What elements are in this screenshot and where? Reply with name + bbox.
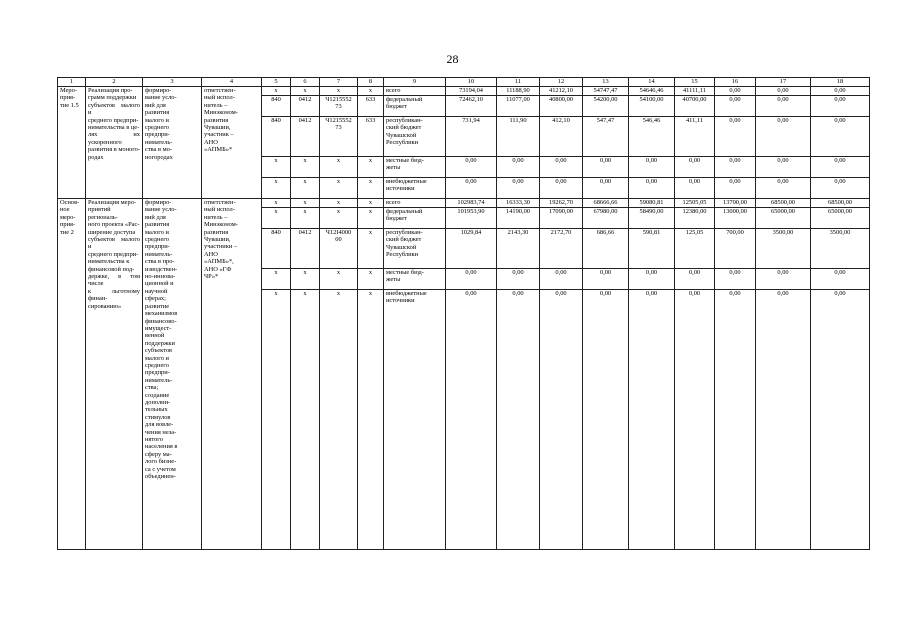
amount-cell: 102983,74: [446, 199, 497, 208]
header-cell: 1: [58, 78, 86, 87]
code-grbs: 840: [262, 96, 291, 117]
header-cell: 8: [358, 78, 384, 87]
amount-cell: 700,00: [715, 229, 756, 269]
code-section: 0412: [291, 229, 320, 269]
amount-cell: 0,00: [446, 269, 497, 290]
amount-cell: 13700,00: [715, 199, 756, 208]
block-label: Основ- ное меро- прия- тие 2: [58, 199, 86, 550]
code-expense: x: [358, 87, 384, 96]
amount-cell: 67980,00: [583, 208, 629, 229]
amount-cell: 0,00: [583, 269, 629, 290]
amount-cell: 0,00: [540, 157, 583, 178]
amount-cell: 111,90: [497, 117, 540, 157]
amount-cell: 14190,00: [497, 208, 540, 229]
amount-cell: 0,00: [497, 290, 540, 550]
code-expense: x: [358, 229, 384, 269]
amount-cell: 0,00: [756, 290, 811, 550]
funding-source: федеральный бюджет: [384, 96, 446, 117]
funding-source: республикан- ский бюджет Чувашской Республики: [384, 117, 446, 157]
header-cell: 13: [583, 78, 629, 87]
code-expense: 633: [358, 96, 384, 117]
amount-cell: 54200,00: [583, 96, 629, 117]
code-grbs: x: [262, 290, 291, 550]
amount-cell: 0,00: [756, 117, 811, 157]
code-grbs: 840: [262, 117, 291, 157]
code-target: x: [320, 290, 358, 550]
funding-source: местные бюд- жеты: [384, 157, 446, 178]
amount-cell: 547,47: [583, 117, 629, 157]
header-cell: 10: [446, 78, 497, 87]
table-row: [58, 87, 870, 96]
amount-cell: 2143,30: [497, 229, 540, 269]
code-grbs: x: [262, 208, 291, 229]
amount-cell: 125,05: [675, 229, 715, 269]
amount-cell: 731,94: [446, 117, 497, 157]
amount-cell: 40700,00: [675, 96, 715, 117]
amount-cell: 0,00: [540, 269, 583, 290]
amount-cell: 0,00: [629, 290, 675, 550]
amount-cell: 12505,05: [675, 199, 715, 208]
amount-cell: 3500,00: [756, 229, 811, 269]
amount-cell: 0,00: [629, 157, 675, 178]
amount-cell: 58490,00: [629, 208, 675, 229]
header-cell: 7: [320, 78, 358, 87]
amount-cell: 73194,04: [446, 87, 497, 96]
header-cell: 11: [497, 78, 540, 87]
amount-cell: 0,00: [715, 269, 756, 290]
code-target: Ч12I4000 00: [320, 229, 358, 269]
code-section: x: [291, 269, 320, 290]
table-row: [58, 199, 870, 208]
responsible-executor: ответствен- ный испол- нитель – Минэконом- развития Чувашии, участники – АНО «АПМБ»*, АНО «ГФ ЧР»*: [202, 199, 262, 550]
amount-cell: 0,00: [756, 157, 811, 178]
funding-source: местные бюд- жеты: [384, 269, 446, 290]
code-section: x: [291, 157, 320, 178]
code-target: Ч1215552 73: [320, 96, 358, 117]
amount-cell: 0,00: [629, 269, 675, 290]
funding-source: федеральный бюджет: [384, 208, 446, 229]
amount-cell: 0,00: [811, 290, 870, 550]
funding-source: всего: [384, 87, 446, 96]
amount-cell: 0,00: [583, 178, 629, 199]
activity-goal: формиро- вание усло- вий для развития малого и среднего предпри- ниматель- ства в про- изводствен- но-иннова- ционной и научной сферах; развитие механизмов финансово- имущест- венной поддержки субъектов малого и среднего предпри- ниматель- ства; создание дополни- тельных стимулов для вовле- чения неза- нятого населения в сферу ма- лого бизне- са с учетом объединен-: [143, 199, 202, 550]
code-section: 0412: [291, 96, 320, 117]
amount-cell: 17090,00: [540, 208, 583, 229]
header-cell: 14: [629, 78, 675, 87]
amount-cell: 412,10: [540, 117, 583, 157]
amount-cell: 13000,00: [715, 208, 756, 229]
code-section: x: [291, 199, 320, 208]
amount-cell: 65000,00: [811, 208, 870, 229]
amount-cell: 0,00: [675, 269, 715, 290]
funding-source: республикан- ский бюджет Чувашской Республики: [384, 229, 446, 269]
code-target: x: [320, 208, 358, 229]
code-expense: x: [358, 199, 384, 208]
amount-cell: 0,00: [756, 269, 811, 290]
header-cell: 12: [540, 78, 583, 87]
amount-cell: 59080,81: [629, 199, 675, 208]
code-target: x: [320, 87, 358, 96]
amount-cell: 65000,00: [756, 208, 811, 229]
block-label: Меро- прия- тие 1.5: [58, 87, 86, 199]
amount-cell: 0,00: [583, 290, 629, 550]
amount-cell: 0,00: [497, 157, 540, 178]
amount-cell: 0,00: [811, 96, 870, 117]
amount-cell: 11077,00: [497, 96, 540, 117]
header-row: [58, 78, 870, 87]
amount-cell: 0,00: [675, 178, 715, 199]
amount-cell: 12380,00: [675, 208, 715, 229]
responsible-executor: ответствен- ный испол- нитель – Минэконом- развития Чувашии, участник – АНО «АПМБ»*: [202, 87, 262, 199]
amount-cell: 0,00: [583, 157, 629, 178]
amount-cell: 68666,66: [583, 199, 629, 208]
amount-cell: 686,66: [583, 229, 629, 269]
code-target: Ч1215552 73: [320, 117, 358, 157]
amount-cell: 546,46: [629, 117, 675, 157]
code-section: x: [291, 290, 320, 550]
amount-cell: 41111,11: [675, 87, 715, 96]
amount-cell: 0,00: [756, 96, 811, 117]
code-section: x: [291, 208, 320, 229]
code-section: 0412: [291, 117, 320, 157]
amount-cell: 0,00: [715, 178, 756, 199]
amount-cell: 68500,00: [756, 199, 811, 208]
amount-cell: 41212,10: [540, 87, 583, 96]
code-grbs: x: [262, 157, 291, 178]
amount-cell: 0,00: [497, 269, 540, 290]
amount-cell: 0,00: [446, 178, 497, 199]
amount-cell: 0,00: [629, 178, 675, 199]
code-expense: x: [358, 269, 384, 290]
code-grbs: x: [262, 199, 291, 208]
header-cell: 6: [291, 78, 320, 87]
amount-cell: 1029,84: [446, 229, 497, 269]
amount-cell: 72462,10: [446, 96, 497, 117]
amount-cell: 101953,90: [446, 208, 497, 229]
code-section: x: [291, 87, 320, 96]
code-expense: x: [358, 290, 384, 550]
header-cell: 9: [384, 78, 446, 87]
amount-cell: 0,00: [811, 157, 870, 178]
header-cell: 16: [715, 78, 756, 87]
amount-cell: 0,00: [446, 157, 497, 178]
amount-cell: 54646,46: [629, 87, 675, 96]
code-expense: x: [358, 208, 384, 229]
amount-cell: 11188,90: [497, 87, 540, 96]
amount-cell: 0,00: [811, 87, 870, 96]
amount-cell: 0,00: [756, 87, 811, 96]
amount-cell: 0,00: [715, 157, 756, 178]
code-target: x: [320, 178, 358, 199]
amount-cell: 54100,00: [629, 96, 675, 117]
code-expense: x: [358, 157, 384, 178]
amount-cell: 19262,70: [540, 199, 583, 208]
amount-cell: 0,00: [811, 178, 870, 199]
amount-cell: 54747,47: [583, 87, 629, 96]
code-grbs: x: [262, 87, 291, 96]
funding-source: всего: [384, 199, 446, 208]
header-cell: 15: [675, 78, 715, 87]
activity-goal: формиро- вание усло- вий для развития малого и среднего предпри- ниматель- ства в мо- ногородах: [143, 87, 202, 199]
amount-cell: 3500,00: [811, 229, 870, 269]
amount-cell: 0,00: [715, 117, 756, 157]
code-expense: 633: [358, 117, 384, 157]
code-expense: x: [358, 178, 384, 199]
amount-cell: 0,00: [446, 290, 497, 550]
amount-cell: 68500,00: [811, 199, 870, 208]
amount-cell: 0,00: [715, 87, 756, 96]
amount-cell: 0,00: [811, 269, 870, 290]
code-grbs: 840: [262, 229, 291, 269]
amount-cell: 0,00: [540, 178, 583, 199]
code-grbs: x: [262, 269, 291, 290]
activity-name: Реализация меро- приятий региональ- ного проекта «Рас- ширение доступа субъектов малого и среднего предпри- нимательства к финансовой под- держке, в том числе к льготному финан- сированию»: [86, 199, 143, 550]
code-grbs: x: [262, 178, 291, 199]
amount-cell: 0,00: [675, 290, 715, 550]
amount-cell: 16333,30: [497, 199, 540, 208]
amount-cell: 0,00: [811, 117, 870, 157]
header-cell: 4: [202, 78, 262, 87]
amount-cell: 0,00: [540, 290, 583, 550]
header-cell: 3: [143, 78, 202, 87]
amount-cell: 0,00: [756, 178, 811, 199]
amount-cell: 0,00: [675, 157, 715, 178]
amount-cell: 0,00: [497, 178, 540, 199]
header-cell: 17: [756, 78, 811, 87]
code-target: x: [320, 157, 358, 178]
funding-source: внебюджетные источники: [384, 178, 446, 199]
budget-table: [57, 77, 870, 550]
amount-cell: 411,11: [675, 117, 715, 157]
amount-cell: 40800,00: [540, 96, 583, 117]
funding-source: внебюджетные источники: [384, 290, 446, 550]
code-target: x: [320, 199, 358, 208]
amount-cell: 0,00: [715, 96, 756, 117]
header-cell: 5: [262, 78, 291, 87]
code-section: x: [291, 178, 320, 199]
amount-cell: 2172,70: [540, 229, 583, 269]
amount-cell: 590,81: [629, 229, 675, 269]
amount-cell: 0,00: [715, 290, 756, 550]
activity-name: Реализация про- грамм поддержки субъектов малого и среднего предпри- нимательства в це- лях их ускоренного развития в моного- родах: [86, 87, 143, 199]
header-cell: 18: [811, 78, 870, 87]
code-target: x: [320, 269, 358, 290]
header-cell: 2: [86, 78, 143, 87]
page-number: 28: [446, 52, 459, 66]
